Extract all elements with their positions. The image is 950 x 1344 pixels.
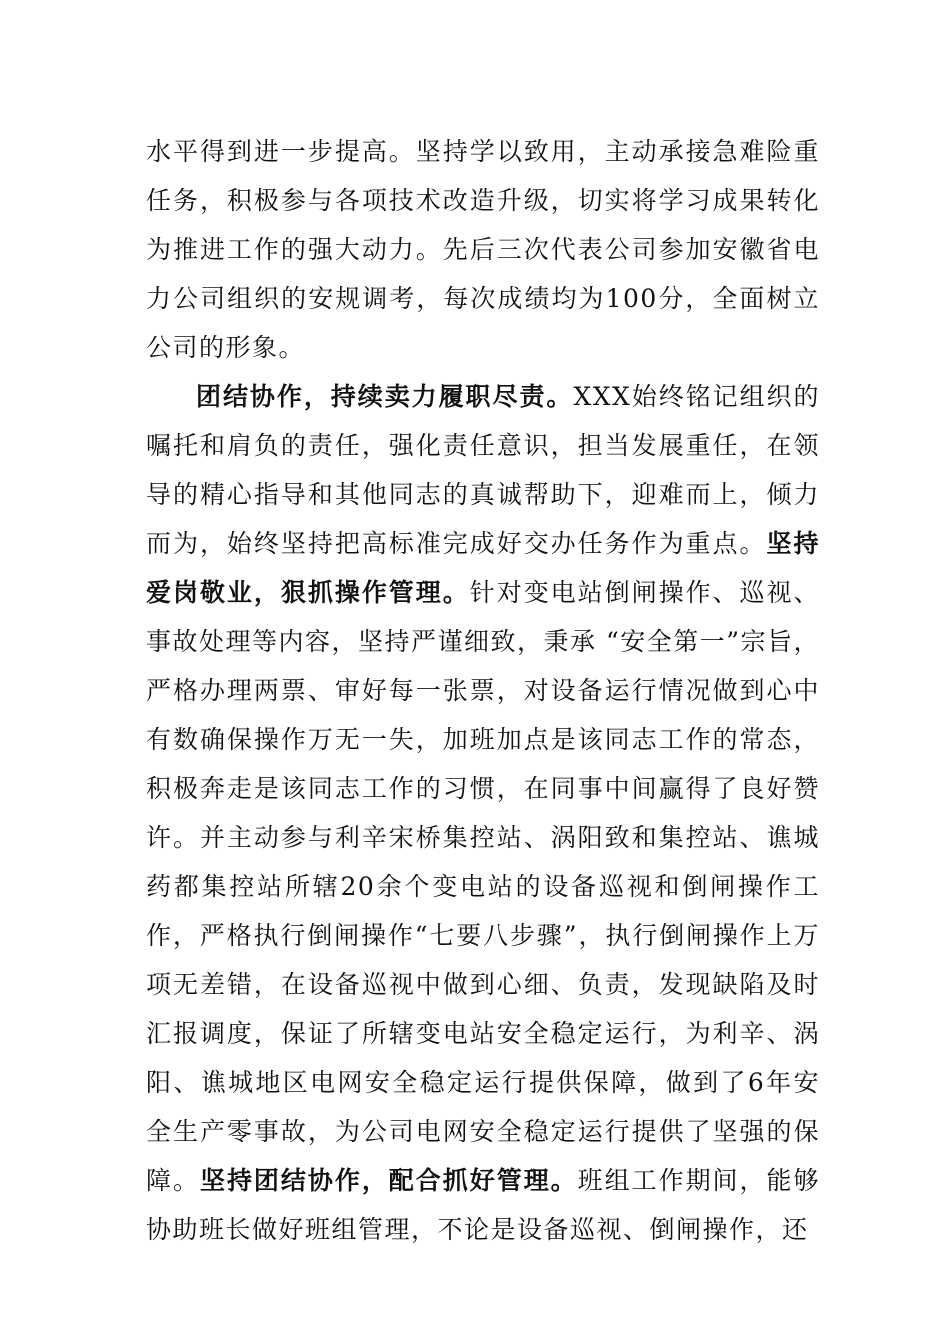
paragraph-2-text-a: XXX始终铭记组织的嘱托和肩负的责任，强化责任意识，担当发展重任，在领导的精心指导和其他同志的真诚帮助下，迎难而上，倾力而为，始终坚持把高标准完成好交办任务作为重点。 [146,382,820,558]
subheading-teamwork: 坚持团结协作，配合抓好管理。 [199,1166,578,1195]
paragraph-1 [146,127,820,372]
subheading-dedication: 坚持爱岗敬业，狠抓操作管理。 [146,529,820,607]
paragraph-2-text-c: 班组工作期间，能够协助班长做好班组管理，不论是设备巡视、倒闸操作，还 [146,1166,820,1244]
paragraph-2-text-b: 针对变电站倒闸操作、巡视、事故处理等内容，坚持严谨细致，秉承 “安全第一”宗旨，严格办理两票、审好每一张票，对设备运行情况做到心中有数确保操作万无一失，加班加点是该同志工作的常态，积极奔走是该同志工作的习惯，在同事中间赢得了良好赞许。并主动参与利辛宋桥集控站、涡阳致和集控站、谯城药都集控站所辖20余个变电站的设备巡视和倒闸操作工作，严格执行倒闸操作“七要八步骤”，执行倒闸操作上万项无差错，在设备巡视中做到心细、负责，发现缺陷及时汇报调度，保证了所辖变电站安全稳定运行，为利辛、涡阳、谯城地区电网安全稳定运行提供保障，做到了6年安全生产零事故，为公司电网安全稳定运行提供了坚强的保障。 [146,578,821,1195]
section-heading-unity: 团结协作，持续卖力履职尽责。 [196,382,574,411]
paragraph-2 [146,372,820,1254]
document-body [146,127,820,1254]
paragraph-1-text: 水平得到进一步提高。坚持学以致用，主动承接急难险重任务，积极参与各项技术改造升级，切实将学习成果转化为推进工作的强大动力。先后三次代表公司参加安徽省电力公司组织的安规调考，每次成绩均为100分，全面树立公司的形象。 [146,137,820,362]
